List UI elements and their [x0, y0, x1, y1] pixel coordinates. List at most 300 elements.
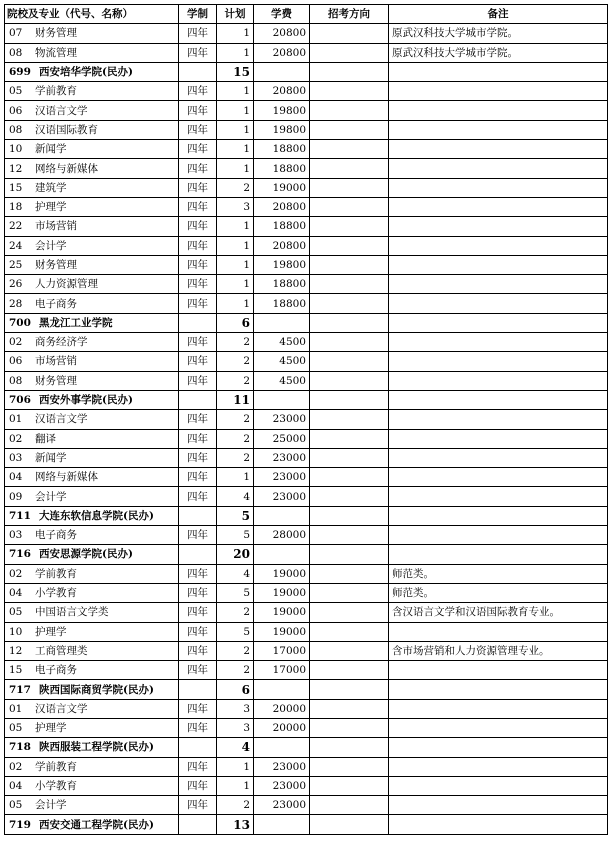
fee-cell: 17000 — [254, 641, 310, 660]
name: 护理学 — [35, 201, 67, 214]
name: 陕西服装工程学院(民办) — [39, 741, 154, 754]
direction-cell — [310, 564, 389, 583]
note-cell — [389, 82, 608, 101]
school-row — [5, 390, 608, 409]
fee-cell: 20800 — [254, 43, 310, 62]
direction-cell — [310, 718, 389, 737]
name: 网络与新媒体 — [35, 471, 98, 484]
plan-cell: 2 — [217, 410, 254, 429]
major-row — [5, 718, 608, 737]
school-major-cell — [5, 24, 179, 43]
duration-cell: 四年 — [179, 217, 217, 236]
school-major-cell — [5, 217, 179, 236]
duration-cell: 四年 — [179, 526, 217, 545]
plan-cell: 1 — [217, 140, 254, 159]
note-cell — [389, 159, 608, 178]
fee-cell: 18800 — [254, 159, 310, 178]
direction-cell — [310, 236, 389, 255]
code: 05 — [9, 799, 23, 812]
direction-cell — [310, 255, 389, 274]
plan-cell: 1 — [217, 101, 254, 120]
code: 08 — [9, 46, 23, 59]
note-cell: 含市场营销和人力资源管理专业。 — [389, 641, 608, 660]
name: 市场营销 — [35, 355, 77, 368]
plan-cell: 2 — [217, 641, 254, 660]
code: 700 — [9, 316, 31, 329]
plan-cell: 4 — [217, 738, 254, 757]
fee-cell: 23000 — [254, 410, 310, 429]
school-major-cell — [5, 43, 179, 62]
major-row — [5, 236, 608, 255]
school-major-cell — [5, 294, 179, 313]
school-major-cell — [5, 796, 179, 815]
fee-cell: 23000 — [254, 776, 310, 795]
major-row — [5, 448, 608, 467]
name: 商务经济学 — [35, 336, 88, 349]
school-major-cell — [5, 583, 179, 602]
direction-cell — [310, 776, 389, 795]
fee-cell: 4500 — [254, 352, 310, 371]
plan-cell: 2 — [217, 371, 254, 390]
direction-cell — [310, 101, 389, 120]
header-plan: 计划 — [217, 5, 254, 24]
school-major-cell — [5, 352, 179, 371]
name: 电子商务 — [35, 529, 77, 542]
name: 中国语言文学类 — [35, 606, 109, 619]
school-major-cell — [5, 545, 179, 564]
note-cell — [389, 217, 608, 236]
note-cell — [389, 776, 608, 795]
fee-cell: 20800 — [254, 24, 310, 43]
plan-cell: 1 — [217, 255, 254, 274]
major-row — [5, 352, 608, 371]
fee-cell: 19000 — [254, 583, 310, 602]
fee-cell: 19000 — [254, 178, 310, 197]
school-major-cell — [5, 101, 179, 120]
major-row — [5, 429, 608, 448]
code: 07 — [9, 27, 23, 40]
header-school-major: 院校及专业（代号、名称） — [5, 5, 179, 24]
name: 汉语言文学 — [35, 104, 88, 117]
school-major-cell — [5, 506, 179, 525]
code: 04 — [9, 471, 23, 484]
note-cell — [389, 140, 608, 159]
fee-cell: 23000 — [254, 468, 310, 487]
code: 18 — [9, 201, 23, 214]
name: 学前教育 — [35, 85, 77, 98]
major-row — [5, 217, 608, 236]
school-major-cell — [5, 468, 179, 487]
fee-cell: 4500 — [254, 371, 310, 390]
code: 02 — [9, 760, 23, 773]
code: 15 — [9, 664, 23, 677]
plan-cell: 2 — [217, 603, 254, 622]
duration-cell: 四年 — [179, 757, 217, 776]
name: 护理学 — [35, 722, 67, 735]
note-cell — [389, 236, 608, 255]
fee-cell: 19800 — [254, 120, 310, 139]
major-row — [5, 757, 608, 776]
name: 汉语言文学 — [35, 413, 88, 426]
plan-cell: 2 — [217, 429, 254, 448]
name: 黑龙江工业学院 — [39, 316, 113, 329]
major-row — [5, 526, 608, 545]
note-cell: 师范类。 — [389, 583, 608, 602]
fee-cell: 19000 — [254, 622, 310, 641]
major-row — [5, 255, 608, 274]
duration-cell — [179, 680, 217, 699]
code: 12 — [9, 162, 23, 175]
school-major-cell — [5, 564, 179, 583]
name: 护理学 — [35, 625, 67, 638]
plan-cell: 5 — [217, 506, 254, 525]
duration-cell — [179, 545, 217, 564]
duration-cell: 四年 — [179, 468, 217, 487]
name: 会计学 — [35, 239, 67, 252]
header-note: 备注 — [389, 5, 608, 24]
plan-cell: 2 — [217, 333, 254, 352]
note-cell — [389, 255, 608, 274]
code: 03 — [9, 529, 23, 542]
fee-cell: 18800 — [254, 275, 310, 294]
note-cell — [389, 294, 608, 313]
code: 706 — [9, 394, 31, 407]
plan-cell: 1 — [217, 236, 254, 255]
school-major-cell — [5, 815, 179, 834]
name: 物流管理 — [35, 46, 77, 59]
direction-cell — [310, 468, 389, 487]
school-major-cell — [5, 622, 179, 641]
duration-cell: 四年 — [179, 352, 217, 371]
direction-cell — [310, 448, 389, 467]
header-duration: 学制 — [179, 5, 217, 24]
duration-cell: 四年 — [179, 622, 217, 641]
major-row — [5, 796, 608, 815]
direction-cell — [310, 815, 389, 834]
school-major-cell — [5, 255, 179, 274]
major-row — [5, 583, 608, 602]
plan-cell: 5 — [217, 526, 254, 545]
duration-cell: 四年 — [179, 564, 217, 583]
code: 717 — [9, 683, 31, 696]
code: 05 — [9, 606, 23, 619]
duration-cell: 四年 — [179, 24, 217, 43]
fee-cell: 18800 — [254, 140, 310, 159]
code: 01 — [9, 413, 23, 426]
code: 02 — [9, 336, 23, 349]
name: 西安培华学院(民办) — [39, 66, 133, 79]
school-major-cell — [5, 680, 179, 699]
school-major-cell — [5, 718, 179, 737]
fee-cell: 28000 — [254, 526, 310, 545]
note-cell — [389, 661, 608, 680]
name: 汉语国际教育 — [35, 123, 98, 136]
school-row — [5, 506, 608, 525]
duration-cell: 四年 — [179, 275, 217, 294]
note-cell — [389, 526, 608, 545]
plan-cell: 6 — [217, 313, 254, 332]
direction-cell — [310, 410, 389, 429]
direction-cell — [310, 371, 389, 390]
school-major-cell — [5, 487, 179, 506]
school-major-cell — [5, 410, 179, 429]
major-row — [5, 487, 608, 506]
note-cell — [389, 410, 608, 429]
note-cell — [389, 815, 608, 834]
duration-cell: 四年 — [179, 101, 217, 120]
duration-cell: 四年 — [179, 796, 217, 815]
school-major-cell — [5, 159, 179, 178]
direction-cell — [310, 583, 389, 602]
fee-cell: 20800 — [254, 236, 310, 255]
plan-cell: 1 — [217, 294, 254, 313]
fee-cell: 25000 — [254, 429, 310, 448]
major-row — [5, 371, 608, 390]
direction-cell — [310, 622, 389, 641]
duration-cell: 四年 — [179, 487, 217, 506]
fee-cell — [254, 680, 310, 699]
major-row — [5, 699, 608, 718]
plan-cell: 1 — [217, 120, 254, 139]
note-cell — [389, 699, 608, 718]
plan-cell: 5 — [217, 583, 254, 602]
duration-cell: 四年 — [179, 255, 217, 274]
major-row — [5, 603, 608, 622]
duration-cell: 四年 — [179, 140, 217, 159]
direction-cell — [310, 217, 389, 236]
note-cell — [389, 101, 608, 120]
note-cell — [389, 371, 608, 390]
direction-cell — [310, 62, 389, 81]
plan-cell: 3 — [217, 718, 254, 737]
fee-cell — [254, 62, 310, 81]
note-cell — [389, 545, 608, 564]
note-cell — [389, 718, 608, 737]
major-row — [5, 140, 608, 159]
school-major-cell — [5, 757, 179, 776]
name: 小学教育 — [35, 780, 77, 793]
plan-cell: 20 — [217, 545, 254, 564]
major-row — [5, 294, 608, 313]
code: 24 — [9, 239, 23, 252]
direction-cell — [310, 24, 389, 43]
note-cell — [389, 738, 608, 757]
name: 学前教育 — [35, 760, 77, 773]
fee-cell: 20800 — [254, 82, 310, 101]
code: 25 — [9, 259, 23, 271]
code: 15 — [9, 181, 23, 194]
major-row — [5, 661, 608, 680]
fee-cell: 20000 — [254, 699, 310, 718]
fee-cell: 19000 — [254, 564, 310, 583]
duration-cell: 四年 — [179, 583, 217, 602]
plan-cell: 4 — [217, 487, 254, 506]
code: 711 — [9, 509, 31, 522]
duration-cell — [179, 62, 217, 81]
major-row — [5, 410, 608, 429]
major-row — [5, 159, 608, 178]
name: 汉语言文学 — [35, 702, 88, 715]
direction-cell — [310, 603, 389, 622]
plan-cell: 11 — [217, 390, 254, 409]
direction-cell — [310, 140, 389, 159]
fee-cell: 23000 — [254, 487, 310, 506]
school-major-cell — [5, 738, 179, 757]
duration-cell: 四年 — [179, 197, 217, 216]
school-major-cell — [5, 333, 179, 352]
fee-cell: 23000 — [254, 796, 310, 815]
major-row — [5, 776, 608, 795]
code: 09 — [9, 490, 23, 503]
code: 02 — [9, 567, 23, 580]
major-row — [5, 101, 608, 120]
plan-cell: 13 — [217, 815, 254, 834]
direction-cell — [310, 82, 389, 101]
fee-cell: 18800 — [254, 217, 310, 236]
header-direction: 招考方向 — [310, 5, 389, 24]
name: 会计学 — [35, 490, 67, 503]
note-cell — [389, 796, 608, 815]
school-major-cell — [5, 275, 179, 294]
note-cell — [389, 429, 608, 448]
plan-cell: 1 — [217, 217, 254, 236]
name: 工商管理类 — [35, 644, 88, 657]
note-cell — [389, 62, 608, 81]
fee-cell — [254, 815, 310, 834]
code: 05 — [9, 85, 23, 98]
table-body — [5, 24, 608, 834]
major-row — [5, 43, 608, 62]
fee-cell: 19000 — [254, 603, 310, 622]
code: 28 — [9, 297, 23, 310]
code: 04 — [9, 587, 23, 600]
direction-cell — [310, 545, 389, 564]
school-major-cell — [5, 82, 179, 101]
major-row — [5, 120, 608, 139]
fee-cell — [254, 545, 310, 564]
enrollment-plan-table — [4, 4, 608, 835]
plan-cell: 1 — [217, 776, 254, 795]
duration-cell: 四年 — [179, 294, 217, 313]
direction-cell — [310, 796, 389, 815]
fee-cell — [254, 506, 310, 525]
code: 12 — [9, 644, 23, 657]
direction-cell — [310, 275, 389, 294]
duration-cell: 四年 — [179, 236, 217, 255]
duration-cell: 四年 — [179, 333, 217, 352]
name: 陕西国际商贸学院(民办) — [39, 683, 154, 696]
name: 电子商务 — [35, 664, 77, 677]
duration-cell: 四年 — [179, 120, 217, 139]
note-cell: 含汉语言文学和汉语国际教育专业。 — [389, 603, 608, 622]
direction-cell — [310, 506, 389, 525]
direction-cell — [310, 680, 389, 699]
fee-cell: 4500 — [254, 333, 310, 352]
name: 西安思源学院(民办) — [39, 548, 133, 561]
duration-cell: 四年 — [179, 661, 217, 680]
fee-cell — [254, 738, 310, 757]
plan-cell: 2 — [217, 352, 254, 371]
school-major-cell — [5, 661, 179, 680]
plan-cell: 3 — [217, 197, 254, 216]
school-major-cell — [5, 390, 179, 409]
fee-cell: 17000 — [254, 661, 310, 680]
direction-cell — [310, 352, 389, 371]
plan-cell: 2 — [217, 178, 254, 197]
duration-cell: 四年 — [179, 43, 217, 62]
duration-cell — [179, 738, 217, 757]
note-cell — [389, 333, 608, 352]
major-row — [5, 197, 608, 216]
code: 02 — [9, 432, 23, 445]
name: 新闻学 — [35, 143, 67, 156]
plan-cell: 1 — [217, 757, 254, 776]
note-cell — [389, 390, 608, 409]
major-row — [5, 641, 608, 660]
code: 718 — [9, 741, 31, 754]
duration-cell: 四年 — [179, 603, 217, 622]
direction-cell — [310, 641, 389, 660]
code: 699 — [9, 66, 31, 79]
duration-cell: 四年 — [179, 178, 217, 197]
code: 22 — [9, 220, 23, 233]
school-row — [5, 738, 608, 757]
name: 建筑学 — [35, 181, 67, 194]
code: 08 — [9, 374, 23, 387]
note-cell — [389, 352, 608, 371]
plan-cell: 5 — [217, 622, 254, 641]
direction-cell — [310, 390, 389, 409]
name: 西安外事学院(民办) — [39, 394, 133, 407]
fee-cell: 19800 — [254, 101, 310, 120]
school-major-cell — [5, 448, 179, 467]
school-row — [5, 680, 608, 699]
plan-cell: 1 — [217, 24, 254, 43]
name: 小学教育 — [35, 587, 77, 600]
plan-cell: 1 — [217, 43, 254, 62]
code: 05 — [9, 722, 23, 735]
fee-cell: 19800 — [254, 255, 310, 274]
duration-cell: 四年 — [179, 718, 217, 737]
code: 26 — [9, 278, 23, 291]
school-row — [5, 545, 608, 564]
school-major-cell — [5, 429, 179, 448]
plan-cell: 6 — [217, 680, 254, 699]
school-major-cell — [5, 236, 179, 255]
plan-cell: 4 — [217, 564, 254, 583]
plan-cell: 2 — [217, 796, 254, 815]
code: 06 — [9, 104, 23, 117]
school-major-cell — [5, 313, 179, 332]
duration-cell: 四年 — [179, 699, 217, 718]
note-cell — [389, 506, 608, 525]
school-major-cell — [5, 603, 179, 622]
direction-cell — [310, 333, 389, 352]
note-cell: 原武汉科技大学城市学院。 — [389, 43, 608, 62]
name: 市场营销 — [35, 220, 77, 233]
name: 翻译 — [35, 432, 56, 445]
school-major-cell — [5, 120, 179, 139]
note-cell — [389, 120, 608, 139]
direction-cell — [310, 43, 389, 62]
school-major-cell — [5, 371, 179, 390]
note-cell — [389, 468, 608, 487]
direction-cell — [310, 197, 389, 216]
school-row — [5, 62, 608, 81]
header-fee: 学费 — [254, 5, 310, 24]
school-row — [5, 313, 608, 332]
major-row — [5, 24, 608, 43]
